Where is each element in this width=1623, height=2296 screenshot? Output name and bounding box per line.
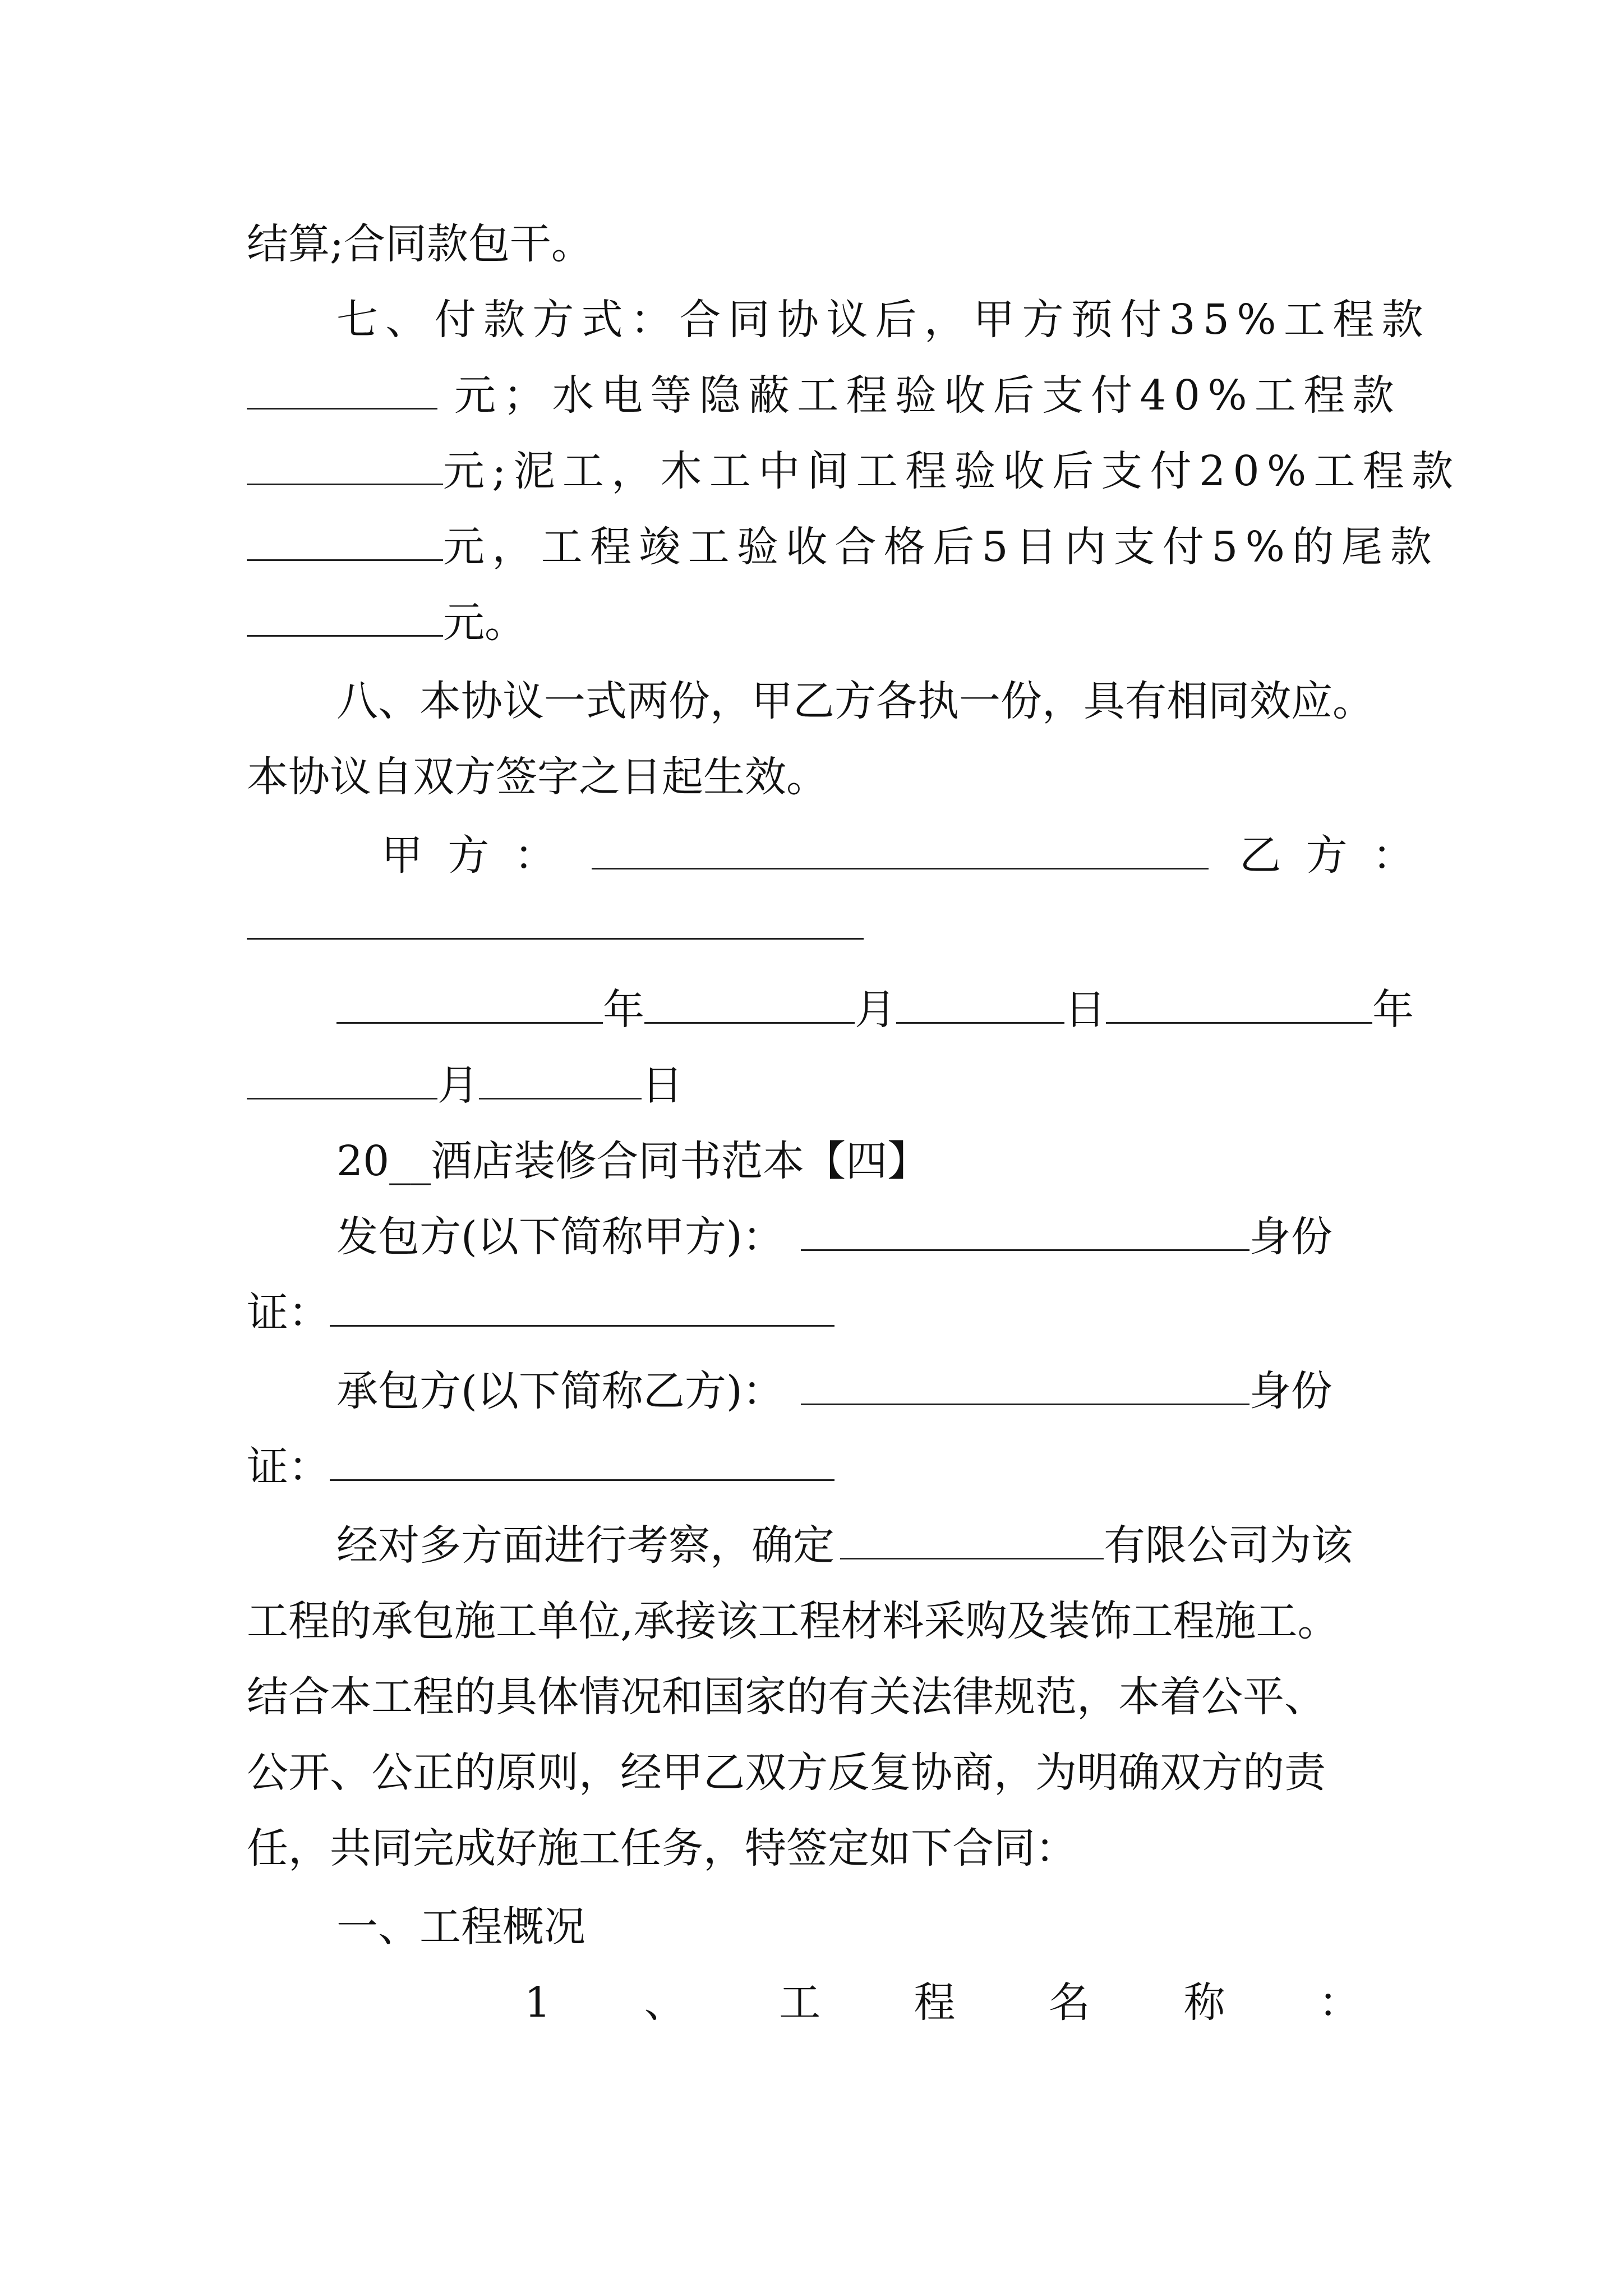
text: 称 bbox=[1183, 1978, 1225, 2027]
text: 七、付款方式：合同协议后，甲方预付35%工程款 bbox=[336, 296, 1431, 344]
party-b-blank bbox=[247, 899, 864, 940]
blank-field bbox=[840, 1519, 1104, 1559]
text: 身份 bbox=[1249, 1213, 1332, 1261]
text-line bbox=[336, 673, 1385, 729]
blank-field bbox=[247, 369, 437, 409]
text: 工程的承包施工单位,承接该工程材料采购及装饰工程施工。 bbox=[247, 1597, 1339, 1645]
blank-field bbox=[896, 983, 1064, 1024]
text: 程 bbox=[914, 1978, 956, 2027]
text-line bbox=[247, 1820, 1385, 1876]
text: 日 bbox=[1064, 986, 1106, 1034]
text: 名 bbox=[1049, 1978, 1091, 2027]
text: 年 bbox=[1372, 986, 1414, 1034]
party-a-label: 甲方： bbox=[381, 831, 581, 880]
section-title bbox=[336, 1133, 1385, 1189]
text-line bbox=[336, 1517, 1385, 1573]
text: 月 bbox=[855, 986, 896, 1034]
text-line bbox=[247, 1593, 1385, 1649]
blank-field bbox=[644, 983, 855, 1024]
signature-line bbox=[381, 827, 1439, 884]
text: 20__酒店装修合同书范本【四】 bbox=[336, 1137, 929, 1185]
blank-field bbox=[247, 444, 443, 485]
text: 工 bbox=[779, 1978, 821, 2027]
text: 承包方(以下简称乙方)： bbox=[336, 1367, 784, 1415]
blank-field bbox=[1106, 983, 1372, 1024]
text-line bbox=[247, 519, 1440, 575]
blank-field bbox=[247, 596, 443, 637]
text-line bbox=[247, 216, 1385, 272]
text: 月 bbox=[437, 1061, 479, 1110]
text-line bbox=[247, 1669, 1385, 1725]
text: 证： bbox=[247, 1443, 330, 1491]
text: 身份 bbox=[1249, 1367, 1332, 1415]
text: 日 bbox=[642, 1061, 683, 1110]
text: 八、本协议一式两份，甲乙方各执一份，具有相同效应。 bbox=[336, 677, 1374, 725]
payment-clause-heading bbox=[336, 292, 1431, 348]
text: 任，共同完成好施工任务，特签定如下合同： bbox=[247, 1824, 1077, 1872]
text: 公开、公正的原则，经甲乙双方反复协商，为明确双方的责 bbox=[247, 1749, 1326, 1797]
text: 、 bbox=[644, 1978, 686, 2027]
party-a-blank bbox=[592, 829, 1209, 869]
text: 本协议自双方签字之日起生效。 bbox=[247, 753, 828, 801]
text: ： bbox=[1318, 1978, 1360, 2027]
party-b-label: 乙方： bbox=[1239, 831, 1439, 880]
signature-line bbox=[247, 898, 1385, 954]
blank-field bbox=[247, 1059, 437, 1099]
text-line bbox=[247, 367, 1401, 424]
text: 结算;合同款包干。 bbox=[247, 220, 593, 268]
text: 1 bbox=[524, 1978, 551, 2027]
id-line bbox=[247, 1285, 1385, 1341]
blank-field bbox=[801, 1364, 1249, 1405]
text: 经对多方面进行考察，确定 bbox=[336, 1521, 834, 1570]
text-line bbox=[247, 443, 1461, 499]
blank-field bbox=[247, 520, 443, 561]
date-line bbox=[336, 982, 1414, 1038]
text: 元。 bbox=[443, 599, 526, 647]
text: 元，工程竣工验收合格后5日内支付5%的尾款 bbox=[443, 523, 1440, 571]
text: 一、工程概况 bbox=[336, 1903, 585, 1951]
text: 证： bbox=[247, 1289, 330, 1337]
date-line bbox=[247, 1057, 1385, 1114]
text-line bbox=[247, 595, 1385, 651]
id-line bbox=[247, 1439, 1385, 1495]
text: 年 bbox=[603, 986, 644, 1034]
blank-field bbox=[330, 1286, 834, 1327]
blank-field bbox=[336, 983, 603, 1024]
project-name-line bbox=[524, 1975, 1360, 2031]
blank-field bbox=[330, 1440, 834, 1481]
section-heading bbox=[336, 1899, 1385, 1955]
issuer-line bbox=[336, 1209, 1385, 1265]
text: 元；水电等隐蔽工程验收后支付40%工程款 bbox=[454, 371, 1401, 420]
text: 结合本工程的具体情况和国家的有关法律规范，本着公平、 bbox=[247, 1673, 1326, 1721]
text: 有限公司为该 bbox=[1104, 1521, 1353, 1570]
blank-field bbox=[479, 1059, 642, 1099]
text: 发包方(以下简称甲方)： bbox=[336, 1213, 784, 1261]
contractor-line bbox=[336, 1363, 1385, 1419]
blank-field bbox=[801, 1210, 1249, 1251]
text: 元;泥工，木工中间工程验收后支付20%工程款 bbox=[443, 447, 1461, 495]
text-line bbox=[247, 749, 1385, 805]
text-line bbox=[247, 1745, 1385, 1801]
